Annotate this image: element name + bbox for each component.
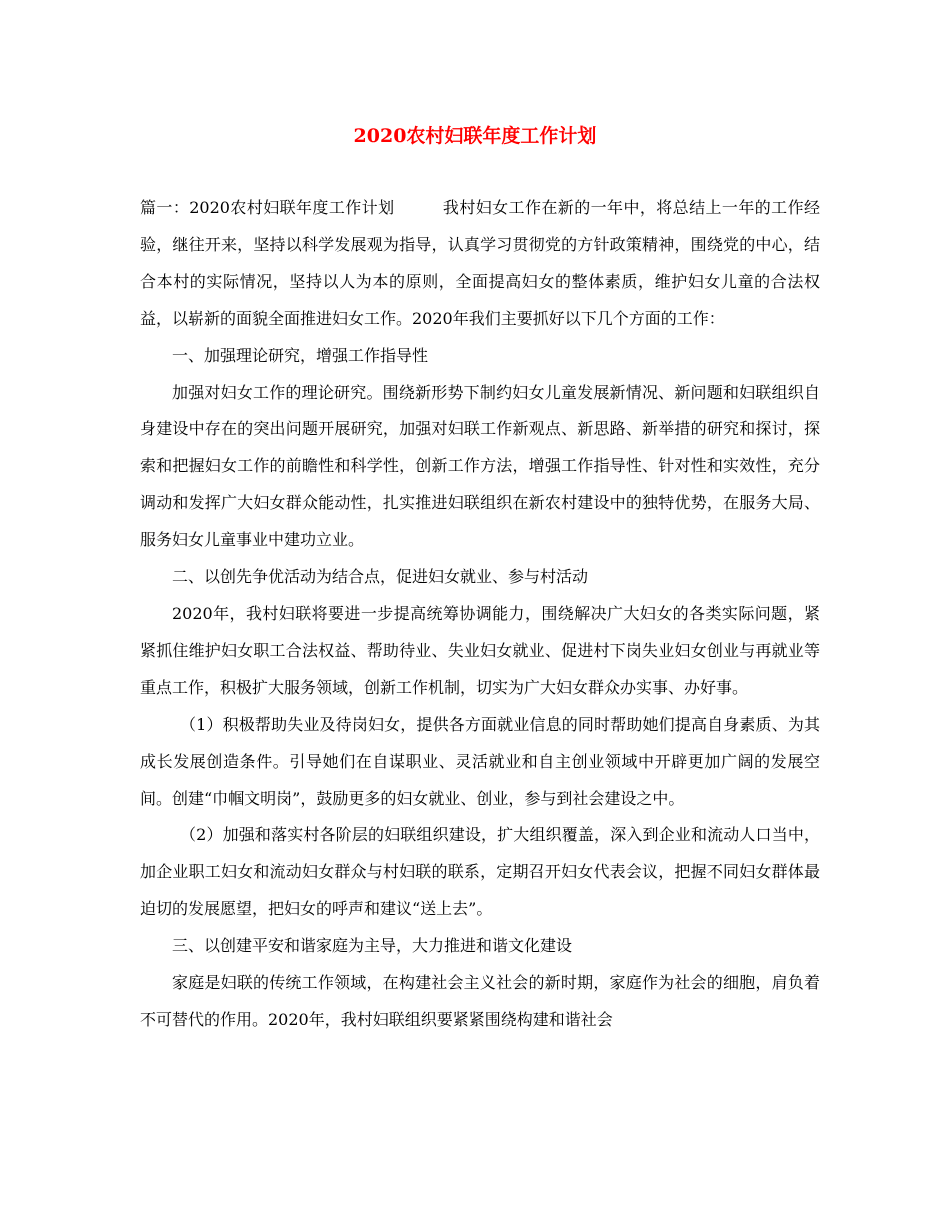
document-body: [140, 190, 820, 1039]
list-item-2: （2）加强和落实村各阶层的妇联组织建设，扩大组织覆盖，深入到企业和流动人口当中，加企业职工妇女和流动妇女群众与村妇联的联系，定期召开妇女代表会议，把握不同妇女群体最迫切的发展愿望，把妇女的呼声和建议“送上去”。: [140, 825, 820, 919]
section-heading-2: 二、以创先争优活动为结合点，促进妇女就业、参与村活动: [172, 567, 589, 587]
paragraph: 家庭是妇联的传统工作领域，在构建社会主义社会的新时期，家庭作为社会的细胞，肩负着不可替代的作用。2020年，我村妇联组织要紧紧围绕构建和谐社会: [140, 973, 820, 1029]
intro-paragraph: [140, 190, 820, 338]
section-heading-3: 三、以创建平安和谐家庭为主导，大力推进和谐文化建设: [172, 936, 573, 956]
intro-label: 篇一：2020农村妇联年度工作计划: [140, 198, 395, 217]
paragraph-text: 我村妇女工作在新的一年中，将总结上一年的工作经验，继往开来，坚持以科学发展观为指导，认真学习贯彻党的方针政策精神，围绕党的中心，结合本村的实际情况，坚持以人为本的原则，全面提高妇女的整体素质，维护妇女儿童的合法权益，以崭新的面貌全面推进妇女工作。2020年我们主要抓好以下几个方面的工作：: [140, 198, 820, 328]
paragraph: 加强对妇女工作的理论研究。围绕新形势下制约妇女儿童发展新情况、新问题和妇联组织自身建设中存在的突出问题开展研究，加强对妇联工作新观点、新思路、新举措的研究和探讨，探索和把握妇女工作的前瞻性和科学性，创新工作方法，增强工作指导性、针对性和实效性，充分调动和发挥广大妇女群众能动性，扎实推进妇联组织在新农村建设中的独特优势，在服务大局、服务妇女儿童事业中建功立业。: [140, 382, 820, 550]
section-heading-1: 一、加强理论研究，增强工作指导性: [172, 345, 429, 365]
paragraph: 2020年，我村妇联将要进一步提高统筹协调能力，围绕解决广大妇女的各类实际问题，紧紧抓住维护妇女职工合法权益、帮助待业、失业妇女就业、促进村下岗失业妇女创业与再就业等重点工作，积极扩大服务领域，创新工作机制，切实为广大妇女群众办实事、办好事。: [140, 603, 820, 697]
document-title: 2020农村妇联年度工作计划: [353, 125, 597, 147]
list-item-1: （1）积极帮助失业及待岗妇女，提供各方面就业信息的同时帮助她们提高自身素质、为其成长发展创造条件。引导她们在自谋职业、灵活就业和自主创业领域中开辟更加广阔的发展空间。创建“巾帼文明岗”，鼓励更多的妇女就业、创业，参与到社会建设之中。: [140, 714, 820, 808]
